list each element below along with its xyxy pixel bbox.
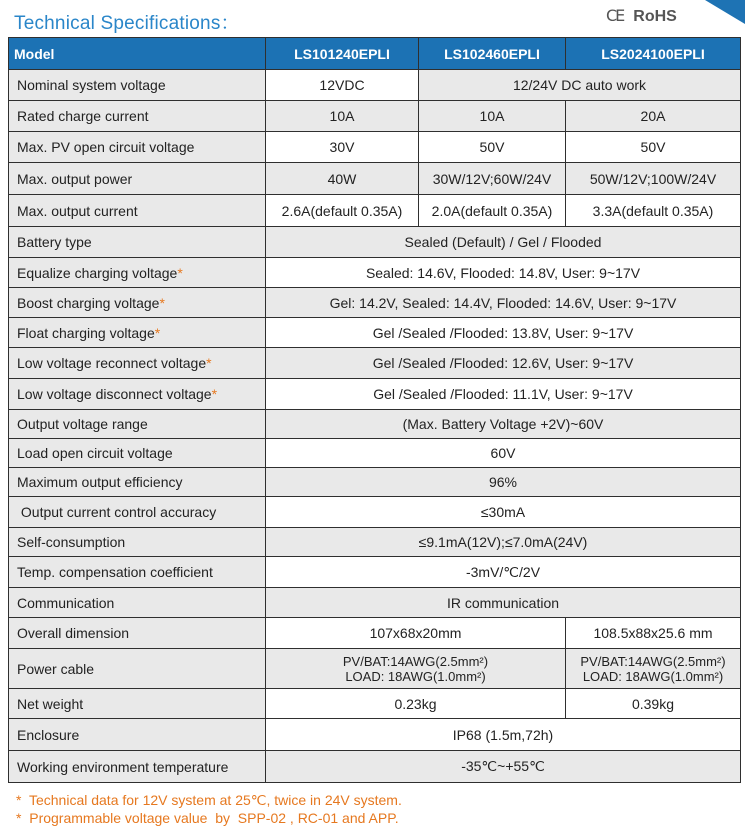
table-row [9,195,741,227]
header-model: Model [9,38,266,70]
cell: IR communication [266,588,741,618]
cell: (Max. Battery Voltage +2V)~60V [266,410,741,439]
header-ls2024100epli: LS2024100EPLI [566,38,741,70]
cell: 108.5x88x25.6 mm [566,618,741,649]
page-title: Technical Specifications： [14,13,240,34]
cell: Gel /Sealed /Flooded: 12.6V, User: 9~17V [266,348,741,379]
cell: ≤9.1mA(12V);≤7.0mA(24V) [266,528,741,557]
cable-line: LOAD: 18AWG(1.0mm²) [582,668,724,684]
row-label: Rated charge current [9,101,266,132]
table-row [9,410,741,439]
cell [266,649,566,689]
table-row [9,468,741,497]
cell: ≤30mA [266,497,741,528]
cell: 30W/12V;60W/24V [419,163,566,195]
cell: 0.23kg [266,689,566,719]
cell: Gel: 14.2V, Sealed: 14.4V, Flooded: 14.6V, User: 9~17V [266,288,741,318]
table-row [9,618,741,649]
table-row [9,227,741,258]
table-header-row [9,38,741,70]
cell: 10A [419,101,566,132]
row-label: Temp. compensation coefficient [9,557,266,588]
cell: 10A [266,101,419,132]
cell: Gel /Sealed /Flooded: 11.1V, User: 9~17V [266,379,741,410]
table-row [9,751,741,783]
ce-mark: CE [606,6,624,25]
row-label: Overall dimension [9,618,266,649]
table-row [9,719,741,751]
label-text: Equalize charging voltage [17,264,178,281]
footnote: * Programmable voltage value by SPP-02 , RC-01 and APP. [16,810,399,826]
cell: 96% [266,468,741,497]
table-row [9,528,741,557]
row-label: Power cable [9,649,266,689]
cell: 50V [566,132,741,163]
table-row [9,318,741,348]
table-row [9,101,741,132]
cell: 50V [419,132,566,163]
row-label: Maximum output efficiency [9,468,266,497]
cable-line: LOAD: 18AWG(1.0mm²) [345,668,486,684]
spec-table [8,37,741,783]
row-label: Load open circuit voltage [9,439,266,468]
row-label: Self-consumption [9,528,266,557]
table-row [9,497,741,528]
cell: 60V [266,439,741,468]
table-row [9,689,741,719]
row-label [9,379,266,410]
table-row [9,163,741,195]
table-row [9,649,741,689]
cell: Gel /Sealed /Flooded: 13.8V, User: 9~17V [266,318,741,348]
table-row [9,439,741,468]
cell: 20A [566,101,741,132]
cell: 50W/12V;100W/24V [566,163,741,195]
table-row [9,379,741,410]
cell: Sealed (Default) / Gel / Flooded [266,227,741,258]
cell: 40W [266,163,419,195]
header-ls102460epli: LS102460EPLI [419,38,566,70]
row-label: Net weight [9,689,266,719]
footnote: * Technical data for 12V system at 25℃, twice in 24V system. [16,792,402,808]
table-row [9,557,741,588]
cell: -35℃~+55℃ [266,751,741,783]
certification-marks [606,6,677,26]
row-label: Nominal system voltage [9,70,266,101]
row-label: Output current control accuracy [9,497,266,528]
table-row [9,132,741,163]
row-label: Battery type [9,227,266,258]
cell: 107x68x20mm [266,618,566,649]
cell: Sealed: 14.6V, Flooded: 14.8V, User: 9~17V [266,258,741,288]
row-label: Max. output power [9,163,266,195]
table-row [9,348,741,379]
asterisk-mark: * [159,294,165,311]
row-label: Communication [9,588,266,618]
row-label: Working environment temperature [9,751,266,783]
table-row [9,70,741,101]
label-text: Low voltage disconnect voltage [17,386,212,402]
asterisk-mark: * [206,355,212,371]
cell: 2.6A(default 0.35A) [266,195,419,227]
row-label: Max. output current [9,195,266,227]
row-label: Enclosure [9,719,266,751]
row-label: Output voltage range [9,410,266,439]
row-label: Max. PV open circuit voltage [9,132,266,163]
row-label [9,288,266,318]
cell: 30V [266,132,419,163]
asterisk-mark: * [154,324,161,341]
label-text: Low voltage reconnect voltage [17,355,207,371]
cell [566,649,741,689]
asterisk-mark: * [211,386,218,402]
cell: 3.3A(default 0.35A) [566,195,741,227]
row-label [9,258,266,288]
cell: -3mV/℃/2V [266,557,741,588]
cable-line: PV/BAT:14AWG(2.5mm²) [580,653,726,669]
cell: 12/24V DC auto work [419,70,741,101]
table-row [9,258,741,288]
rohs-mark: RoHS [633,8,677,25]
header-ls101240epli: LS101240EPLI [266,38,419,70]
cable-line: PV/BAT:14AWG(2.5mm²) [342,653,489,669]
table-row [9,288,741,318]
table-row [9,588,741,618]
cell: 12VDC [266,70,419,101]
row-label [9,348,266,379]
label-text: Boost charging voltage [17,294,160,311]
cell: IP68 (1.5m,72h) [266,719,741,751]
label-text: Float charging voltage [17,324,155,341]
footnotes [16,791,402,827]
row-label [9,318,266,348]
cell: 0.39kg [566,689,741,719]
cell: 2.0A(default 0.35A) [419,195,566,227]
asterisk-mark: * [177,264,183,281]
corner-decoration [705,0,745,24]
